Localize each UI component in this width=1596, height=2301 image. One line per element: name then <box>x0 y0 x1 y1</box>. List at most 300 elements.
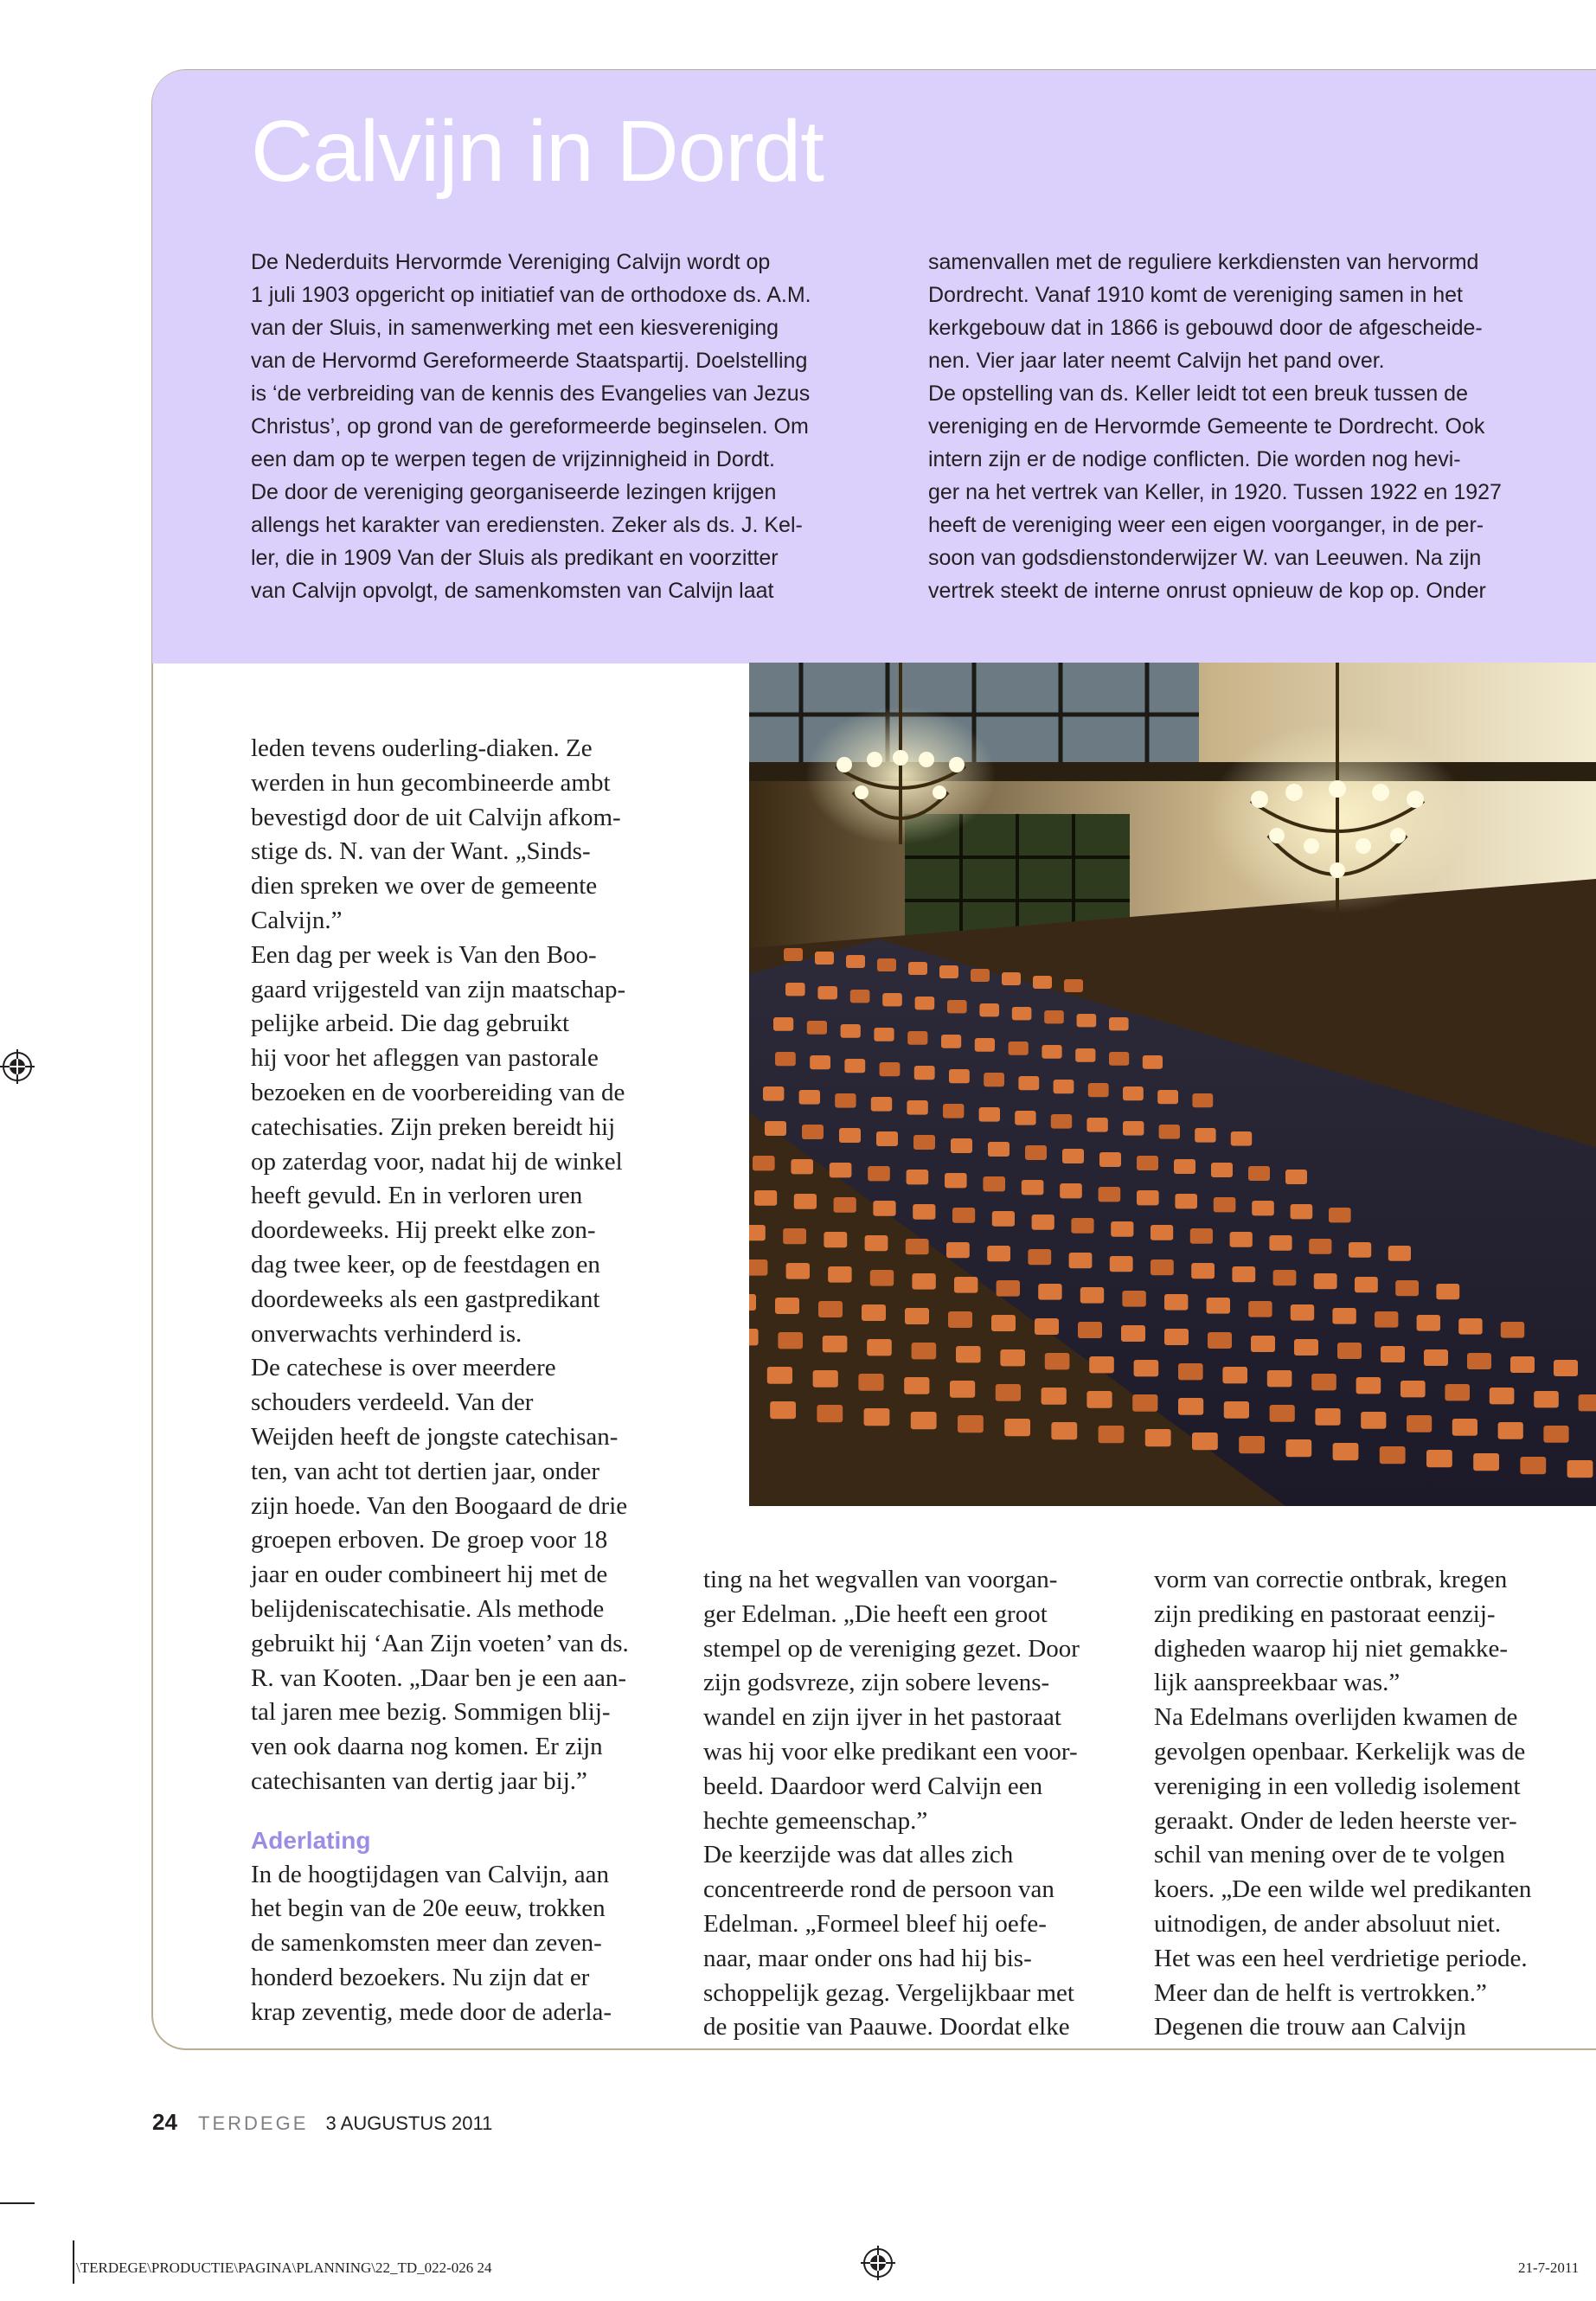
text-line: dag twee keer, op de feestdagen en <box>251 1250 600 1279</box>
column-1-text-after <box>251 1858 629 2030</box>
text-line: vertrek steekt de interne onrust opnieuw de kop op. Onder <box>928 579 1486 603</box>
text-line: naar, maar onder ons had hij bis- <box>703 1944 1032 1972</box>
text-line: doordeweeks. Hij preekt elke zon- <box>251 1216 596 1245</box>
text-line: samenvallen met de reguliere kerkdiensten van hervormd <box>928 250 1479 274</box>
chair <box>783 1228 806 1244</box>
text-line: lijk aanspreekbaar was.” <box>1154 1669 1401 1697</box>
chair <box>1123 1121 1144 1136</box>
text-line: Calvijn.” <box>251 906 343 934</box>
chair <box>1251 1336 1275 1352</box>
chair <box>810 1055 830 1069</box>
text-line: De door de vereniging georganiseerde lezingen krijgen <box>251 480 777 504</box>
chair <box>1211 1163 1233 1177</box>
chair <box>1192 1093 1213 1107</box>
chair <box>907 1170 929 1184</box>
text-line: belijdeniscatechisatie. Als methode <box>251 1594 605 1623</box>
issue-date: 3 AUGUSTUS 2011 <box>325 2112 493 2134</box>
chair <box>1311 1374 1336 1390</box>
chair <box>815 952 834 965</box>
chair <box>1051 1422 1077 1439</box>
chair <box>945 1173 967 1188</box>
chair <box>1099 1187 1121 1202</box>
chair <box>1028 1249 1051 1265</box>
chair <box>1062 1149 1084 1163</box>
chair <box>785 983 805 996</box>
text-line: Edelman. „Formeel bleef hij oefe- <box>703 1909 1047 1938</box>
text-line: schouders verdeeld. Van der <box>251 1388 534 1417</box>
chair <box>1164 1294 1188 1311</box>
chair <box>1025 1145 1047 1160</box>
chair <box>1231 1131 1252 1146</box>
chair <box>950 1381 975 1398</box>
chair <box>1122 1291 1145 1307</box>
chair <box>1407 1415 1432 1433</box>
chair <box>834 1197 856 1213</box>
text-line: ten, van acht tot dertien jaar, onder <box>251 1457 600 1485</box>
chair <box>1054 1080 1074 1093</box>
chair <box>914 1066 935 1080</box>
chair <box>1567 1460 1593 1477</box>
chair <box>983 1176 1005 1191</box>
chair <box>1099 1152 1121 1167</box>
chair <box>1458 1318 1482 1335</box>
chair <box>1151 1225 1173 1240</box>
chair <box>943 1104 964 1118</box>
chair <box>862 1304 886 1321</box>
chair <box>905 1308 929 1324</box>
chair <box>765 1121 786 1136</box>
chair <box>850 990 870 1003</box>
chair <box>1543 1426 1568 1443</box>
chair <box>865 1235 888 1251</box>
chair <box>1329 1208 1351 1222</box>
chair <box>786 1263 810 1279</box>
text-line: concentreerde rond de persoon van <box>703 1875 1054 1904</box>
text-line: van der Sluis, in samenwerking met een kiesvereniging <box>251 316 779 340</box>
chair <box>1332 1308 1356 1324</box>
text-line: wandel en zijn ijver in het pastoraat <box>703 1703 1061 1732</box>
text-line: zijn hoede. Van den Boogaard de drie <box>251 1491 628 1520</box>
text-line: bevestigd door de uit Calvijn afkom- <box>251 803 621 831</box>
chair <box>1207 1298 1230 1314</box>
text-line: gaard vrijgesteld van zijn maatschap- <box>251 975 626 1003</box>
chair <box>830 1163 852 1177</box>
chair <box>991 1315 1016 1331</box>
chair <box>1123 1086 1144 1100</box>
chair <box>1349 1242 1371 1258</box>
text-line: Een dag per week is Van den Boo- <box>251 940 597 969</box>
chair <box>1417 1315 1440 1331</box>
chair <box>1044 1010 1064 1023</box>
chair <box>951 1138 972 1153</box>
chair <box>1355 1277 1378 1292</box>
text-line: Het was een heel verdrietige periode. <box>1154 1944 1528 1972</box>
text-line: De catechese is over meerdere <box>251 1354 556 1382</box>
chair <box>1208 1332 1232 1349</box>
chair <box>956 1346 981 1362</box>
text-line: zijn prediking en pastoraat eenzij- <box>1154 1599 1496 1628</box>
chair <box>791 1159 813 1174</box>
text-line: pelijke arbeid. Die dag gebruikt <box>251 1009 570 1038</box>
chair <box>1159 1125 1180 1139</box>
chair <box>835 1093 856 1108</box>
text-line: Weijden heeft de jongste catechisan- <box>251 1422 619 1451</box>
text-line: Meer dan de helft is vertrokken.” <box>1154 1978 1487 2007</box>
chair <box>749 1294 756 1311</box>
text-line: catechisaties. Zijn preken bereidt hij <box>251 1112 616 1141</box>
chair <box>1445 1384 1470 1400</box>
chair <box>770 1401 796 1419</box>
chair <box>1071 1218 1093 1234</box>
chair <box>911 1412 937 1429</box>
text-line: De opstelling van ds. Keller leidt tot een breuk tussen de <box>928 381 1468 406</box>
chair <box>864 1408 890 1426</box>
chair <box>996 1384 1021 1401</box>
chair <box>1436 1284 1459 1299</box>
subhead-aderlating: Aderlating <box>251 1826 371 1854</box>
chair <box>749 1259 767 1276</box>
text-line: het begin van de 20e eeuw, trokken <box>251 1894 606 1923</box>
text-line: allengs het karakter van erediensten. Zeker als ds. J. Kel- <box>251 513 803 537</box>
chair <box>1175 1194 1197 1208</box>
chair <box>1395 1280 1419 1296</box>
text-line: krap zeventig, mede door de aderla- <box>251 1997 612 2026</box>
chair <box>1252 1201 1274 1215</box>
chair <box>775 1052 796 1066</box>
text-line: op zaterdag voor, nadat hij de winkel <box>251 1147 623 1176</box>
chair <box>813 1370 838 1388</box>
chair <box>1520 1457 1546 1474</box>
chair <box>823 1336 848 1352</box>
chair <box>1452 1419 1477 1436</box>
chair <box>1490 1388 1515 1404</box>
chair <box>913 1204 935 1220</box>
text-line: Degenen die trouw aan Calvijn <box>1154 2013 1466 2041</box>
chair <box>882 993 902 1006</box>
article-title: Calvijn in Dordt <box>251 103 824 200</box>
chair <box>1291 1304 1314 1321</box>
chair <box>1510 1356 1535 1373</box>
text-line: jaar en ouder combineert hij met de <box>251 1561 608 1589</box>
chair <box>773 1017 793 1031</box>
text-line: de samenkomsten meer dan zeven- <box>251 1929 602 1958</box>
text-line: De Nederduits Hervormde Vereniging Calvijn wordt op <box>251 250 771 274</box>
chair <box>871 1097 892 1112</box>
chair <box>1424 1349 1448 1366</box>
chair <box>1192 1433 1218 1450</box>
chair <box>1077 1014 1097 1027</box>
church-hall-photo <box>749 663 1596 1506</box>
chair <box>749 1329 759 1345</box>
chair <box>975 1038 995 1052</box>
text-line: tal jaren mee bezig. Sommigen blij- <box>251 1698 611 1727</box>
chair <box>1009 1042 1029 1055</box>
chair <box>767 1367 792 1384</box>
text-line: onverwachts verhinderd is. <box>251 1319 522 1348</box>
text-line: schil van mening over de te volgen <box>1154 1841 1505 1869</box>
text-line: hij voor het afleggen van pastorale <box>251 1044 599 1073</box>
chair <box>1269 1235 1292 1251</box>
chair <box>807 1021 827 1035</box>
chair <box>907 1100 927 1115</box>
text-line: gebruikt hij ‘Aan Zijn voeten’ van ds. <box>251 1629 629 1657</box>
chair <box>906 1239 929 1254</box>
text-line: uitnodigen, de ander absoluut niet. <box>1154 1909 1502 1938</box>
chair <box>1375 1311 1398 1328</box>
chair <box>1388 1246 1411 1261</box>
chair <box>794 1194 817 1209</box>
chair <box>817 986 837 999</box>
text-line: ger na het vertrek van Keller, in 1920. Tussen 1922 en 1927 <box>928 480 1502 504</box>
chair <box>1190 1228 1213 1244</box>
text-line: werden in hun gecombineerde ambt <box>251 768 611 797</box>
chair <box>1270 1405 1295 1422</box>
chair <box>947 1000 967 1013</box>
intro-column-left <box>251 246 811 607</box>
text-line: vereniging en de Hervormde Gemeente te Dordrecht. Ook <box>928 414 1485 439</box>
crop-mark <box>0 2202 35 2204</box>
chair <box>1501 1322 1524 1338</box>
chair <box>1110 1256 1133 1272</box>
chair <box>873 1201 895 1216</box>
chair <box>1315 1408 1340 1426</box>
magazine-name: TERDEGE <box>198 2112 309 2134</box>
text-line: soon van godsdienstonderwijzer W. van Leeuwen. Na zijn <box>928 546 1482 570</box>
text-line: geraakt. Onder de leden heerste ver- <box>1154 1806 1517 1835</box>
chair <box>839 1128 861 1143</box>
text-line: gevolgen openbaar. Kerkelijk was de <box>1154 1737 1526 1766</box>
chair <box>1224 1401 1249 1419</box>
chair <box>979 1003 999 1016</box>
text-line: doordeweeks als een gastpredikant <box>251 1285 600 1313</box>
chair <box>1088 1083 1109 1097</box>
chair <box>1012 1007 1032 1020</box>
chair <box>1214 1197 1236 1212</box>
chair <box>1078 1322 1102 1338</box>
text-line: was hij voor elke predikant een voor- <box>703 1737 1078 1766</box>
chair <box>912 1343 937 1359</box>
text-line: catechisanten van dertig jaar bij.” <box>251 1766 587 1795</box>
chair <box>1285 1170 1307 1184</box>
page-footer <box>152 2109 492 2136</box>
text-line: Na Edelmans overlijden kwamen de <box>1154 1703 1518 1732</box>
text-line: hechte gemeenschap.” <box>703 1806 928 1835</box>
chair <box>799 1090 820 1105</box>
chair <box>958 1415 984 1433</box>
chair <box>1273 1270 1297 1285</box>
chair <box>1380 1446 1406 1464</box>
chair <box>1473 1453 1499 1471</box>
chair <box>1109 1052 1129 1066</box>
chair <box>1309 1239 1331 1254</box>
chair <box>1174 1159 1195 1174</box>
chair <box>1232 1266 1255 1282</box>
chair <box>1045 1353 1070 1369</box>
print-slug-date: 21-7-2011 <box>1518 2259 1580 2276</box>
chair <box>904 1377 929 1394</box>
chair <box>1222 1367 1247 1383</box>
text-line: R. van Kooten. „Daar ben je een aan- <box>251 1663 626 1692</box>
chair <box>1248 1301 1272 1317</box>
chair <box>1248 1166 1270 1181</box>
chair <box>1294 1339 1318 1356</box>
chair <box>858 1374 883 1391</box>
chair <box>971 969 990 982</box>
text-line: een dam op te werpen tegen de vrijzinnigheid in Dordt. <box>251 447 775 471</box>
chair <box>784 948 803 961</box>
chair <box>1285 1439 1311 1457</box>
chair <box>1134 1360 1159 1376</box>
chair <box>1178 1398 1203 1415</box>
text-line: schoppelijk gezag. Vergelijkbaar met <box>703 1978 1074 2007</box>
chair <box>1033 976 1052 989</box>
text-line: heeft gevuld. En in verloren uren <box>251 1182 583 1210</box>
chair <box>1042 1045 1061 1059</box>
chair <box>828 1266 851 1283</box>
chair <box>1401 1381 1426 1397</box>
text-line: ger Edelman. „Die heeft een groot <box>703 1599 1048 1628</box>
chair <box>1467 1353 1491 1369</box>
text-line: De keerzijde was dat alles zich <box>703 1841 1014 1869</box>
chair <box>1137 1190 1159 1205</box>
text-line: zijn godsvreze, zijn sobere levens- <box>703 1669 1050 1697</box>
chair <box>1042 1388 1067 1405</box>
chair <box>1109 1017 1129 1030</box>
chair <box>841 1024 861 1038</box>
chair <box>946 1242 970 1258</box>
chair <box>1121 1325 1145 1342</box>
chair <box>1064 979 1083 992</box>
chair <box>1534 1391 1559 1407</box>
column-1-text <box>251 732 629 1799</box>
chair <box>1361 1412 1386 1429</box>
chair <box>763 1086 784 1101</box>
chair <box>954 1277 977 1293</box>
chair <box>1086 1391 1112 1408</box>
chair <box>1178 1363 1203 1380</box>
text-line: van Calvijn opvolgt, de samenkomsten van Calvijn laat <box>251 579 774 603</box>
chair <box>1333 1443 1359 1460</box>
column-3 <box>1154 1563 1531 2045</box>
chair <box>949 1069 970 1083</box>
text-line: stempel op de vereniging gezet. Door <box>703 1634 1080 1663</box>
chair <box>1035 1318 1059 1335</box>
church-interior-image <box>749 663 1596 1506</box>
chair <box>1164 1329 1189 1345</box>
chair <box>1356 1377 1381 1394</box>
text-line: ler, die in 1909 Van der Sluis als predikant en voorzitter <box>251 546 779 570</box>
chair <box>754 1190 777 1206</box>
chair <box>1239 1436 1265 1453</box>
chair <box>987 1246 1010 1261</box>
chair <box>1554 1360 1578 1376</box>
chair <box>1069 1253 1093 1268</box>
text-line: beeld. Daardoor werd Calvijn een <box>703 1772 1043 1800</box>
text-line: 1 juli 1903 opgericht op initiatief van de orthodoxe ds. A.M. <box>251 283 811 307</box>
text-line: vorm van correctie ontbrak, kregen <box>1154 1566 1508 1593</box>
text-line: digheden waarop hij niet gemakke- <box>1154 1634 1509 1663</box>
text-line: honderd bezoekers. Nu zijn dat er <box>251 1963 590 1991</box>
chair <box>818 1301 843 1317</box>
chair <box>939 965 958 978</box>
chair <box>1230 1232 1253 1247</box>
chair <box>1060 1183 1082 1198</box>
chair <box>1004 1419 1030 1436</box>
chair <box>867 1339 892 1356</box>
chair <box>907 1031 927 1045</box>
chair <box>915 997 935 1009</box>
chair <box>778 1332 803 1349</box>
chair <box>817 1405 843 1422</box>
chair <box>908 962 927 975</box>
text-line: kerkgebouw dat in 1866 is gebouwd door de afgescheide- <box>928 316 1483 340</box>
text-line: groepen erboven. De groep voor 18 <box>251 1526 608 1554</box>
chair <box>877 958 896 971</box>
text-line: van de Hervormd Gereformeerde Staatspartij. Doelstelling <box>251 349 808 373</box>
text-line: is ‘de verbreiding van de kennis des Evangelies van Jezus <box>251 381 811 406</box>
chair <box>868 1166 890 1181</box>
text-line: nen. Vier jaar later neemt Calvijn het pand over. <box>928 349 1385 373</box>
chair <box>1151 1259 1174 1275</box>
chair <box>1314 1273 1337 1289</box>
chair <box>1498 1422 1523 1439</box>
chair <box>1145 1429 1171 1446</box>
chair <box>1051 1114 1072 1129</box>
text-line: leden tevens ouderling-diaken. Ze <box>251 734 593 762</box>
chair <box>870 1270 894 1286</box>
chair <box>749 1225 766 1240</box>
text-line: Christus’, op grond van de gereformeerde beginselen. Om <box>251 414 809 439</box>
chair <box>1002 972 1021 985</box>
chair <box>1137 1156 1158 1170</box>
chair <box>1267 1370 1292 1387</box>
text-line: In de hoogtijdagen van Calvijn, aan <box>251 1860 609 1888</box>
text-line: vereniging in een volledig isolement <box>1154 1772 1521 1800</box>
chair <box>1038 1284 1061 1300</box>
text-line: koers. „De een wilde wel predikanten <box>1154 1875 1532 1904</box>
text-line: stige ds. N. van der Want. „Sinds- <box>251 837 591 866</box>
text-line: de positie van Paauwe. Doordat elke <box>703 2013 1070 2041</box>
chair <box>775 1298 799 1314</box>
text-line: heeft de vereniging weer een eigen voorganger, in de per- <box>928 513 1484 537</box>
chair <box>992 1211 1015 1227</box>
chair <box>1000 1349 1025 1366</box>
chair <box>1111 1221 1133 1237</box>
text-line: ven ook daarna nog komen. Er zijn <box>251 1733 603 1761</box>
chair <box>952 1208 975 1223</box>
chair <box>988 1142 1010 1157</box>
chair <box>1080 1287 1104 1304</box>
chair <box>1015 1111 1035 1125</box>
chair <box>941 1035 961 1048</box>
chair <box>876 1131 898 1146</box>
column-2 <box>703 1563 1080 2045</box>
chair <box>824 1232 847 1247</box>
chair <box>913 1135 935 1150</box>
text-line: dien spreken we over de gemeente <box>251 872 598 901</box>
page-number: 24 <box>152 2109 177 2135</box>
chair <box>1579 1394 1596 1411</box>
chair <box>1195 1128 1215 1143</box>
chair <box>1157 1090 1178 1104</box>
chair <box>984 1073 1004 1086</box>
chair <box>1132 1394 1157 1412</box>
chair <box>753 1156 775 1170</box>
chair <box>997 1280 1020 1297</box>
registration-mark-icon <box>861 2246 895 2280</box>
chair <box>874 1028 894 1042</box>
chair <box>880 1062 901 1076</box>
